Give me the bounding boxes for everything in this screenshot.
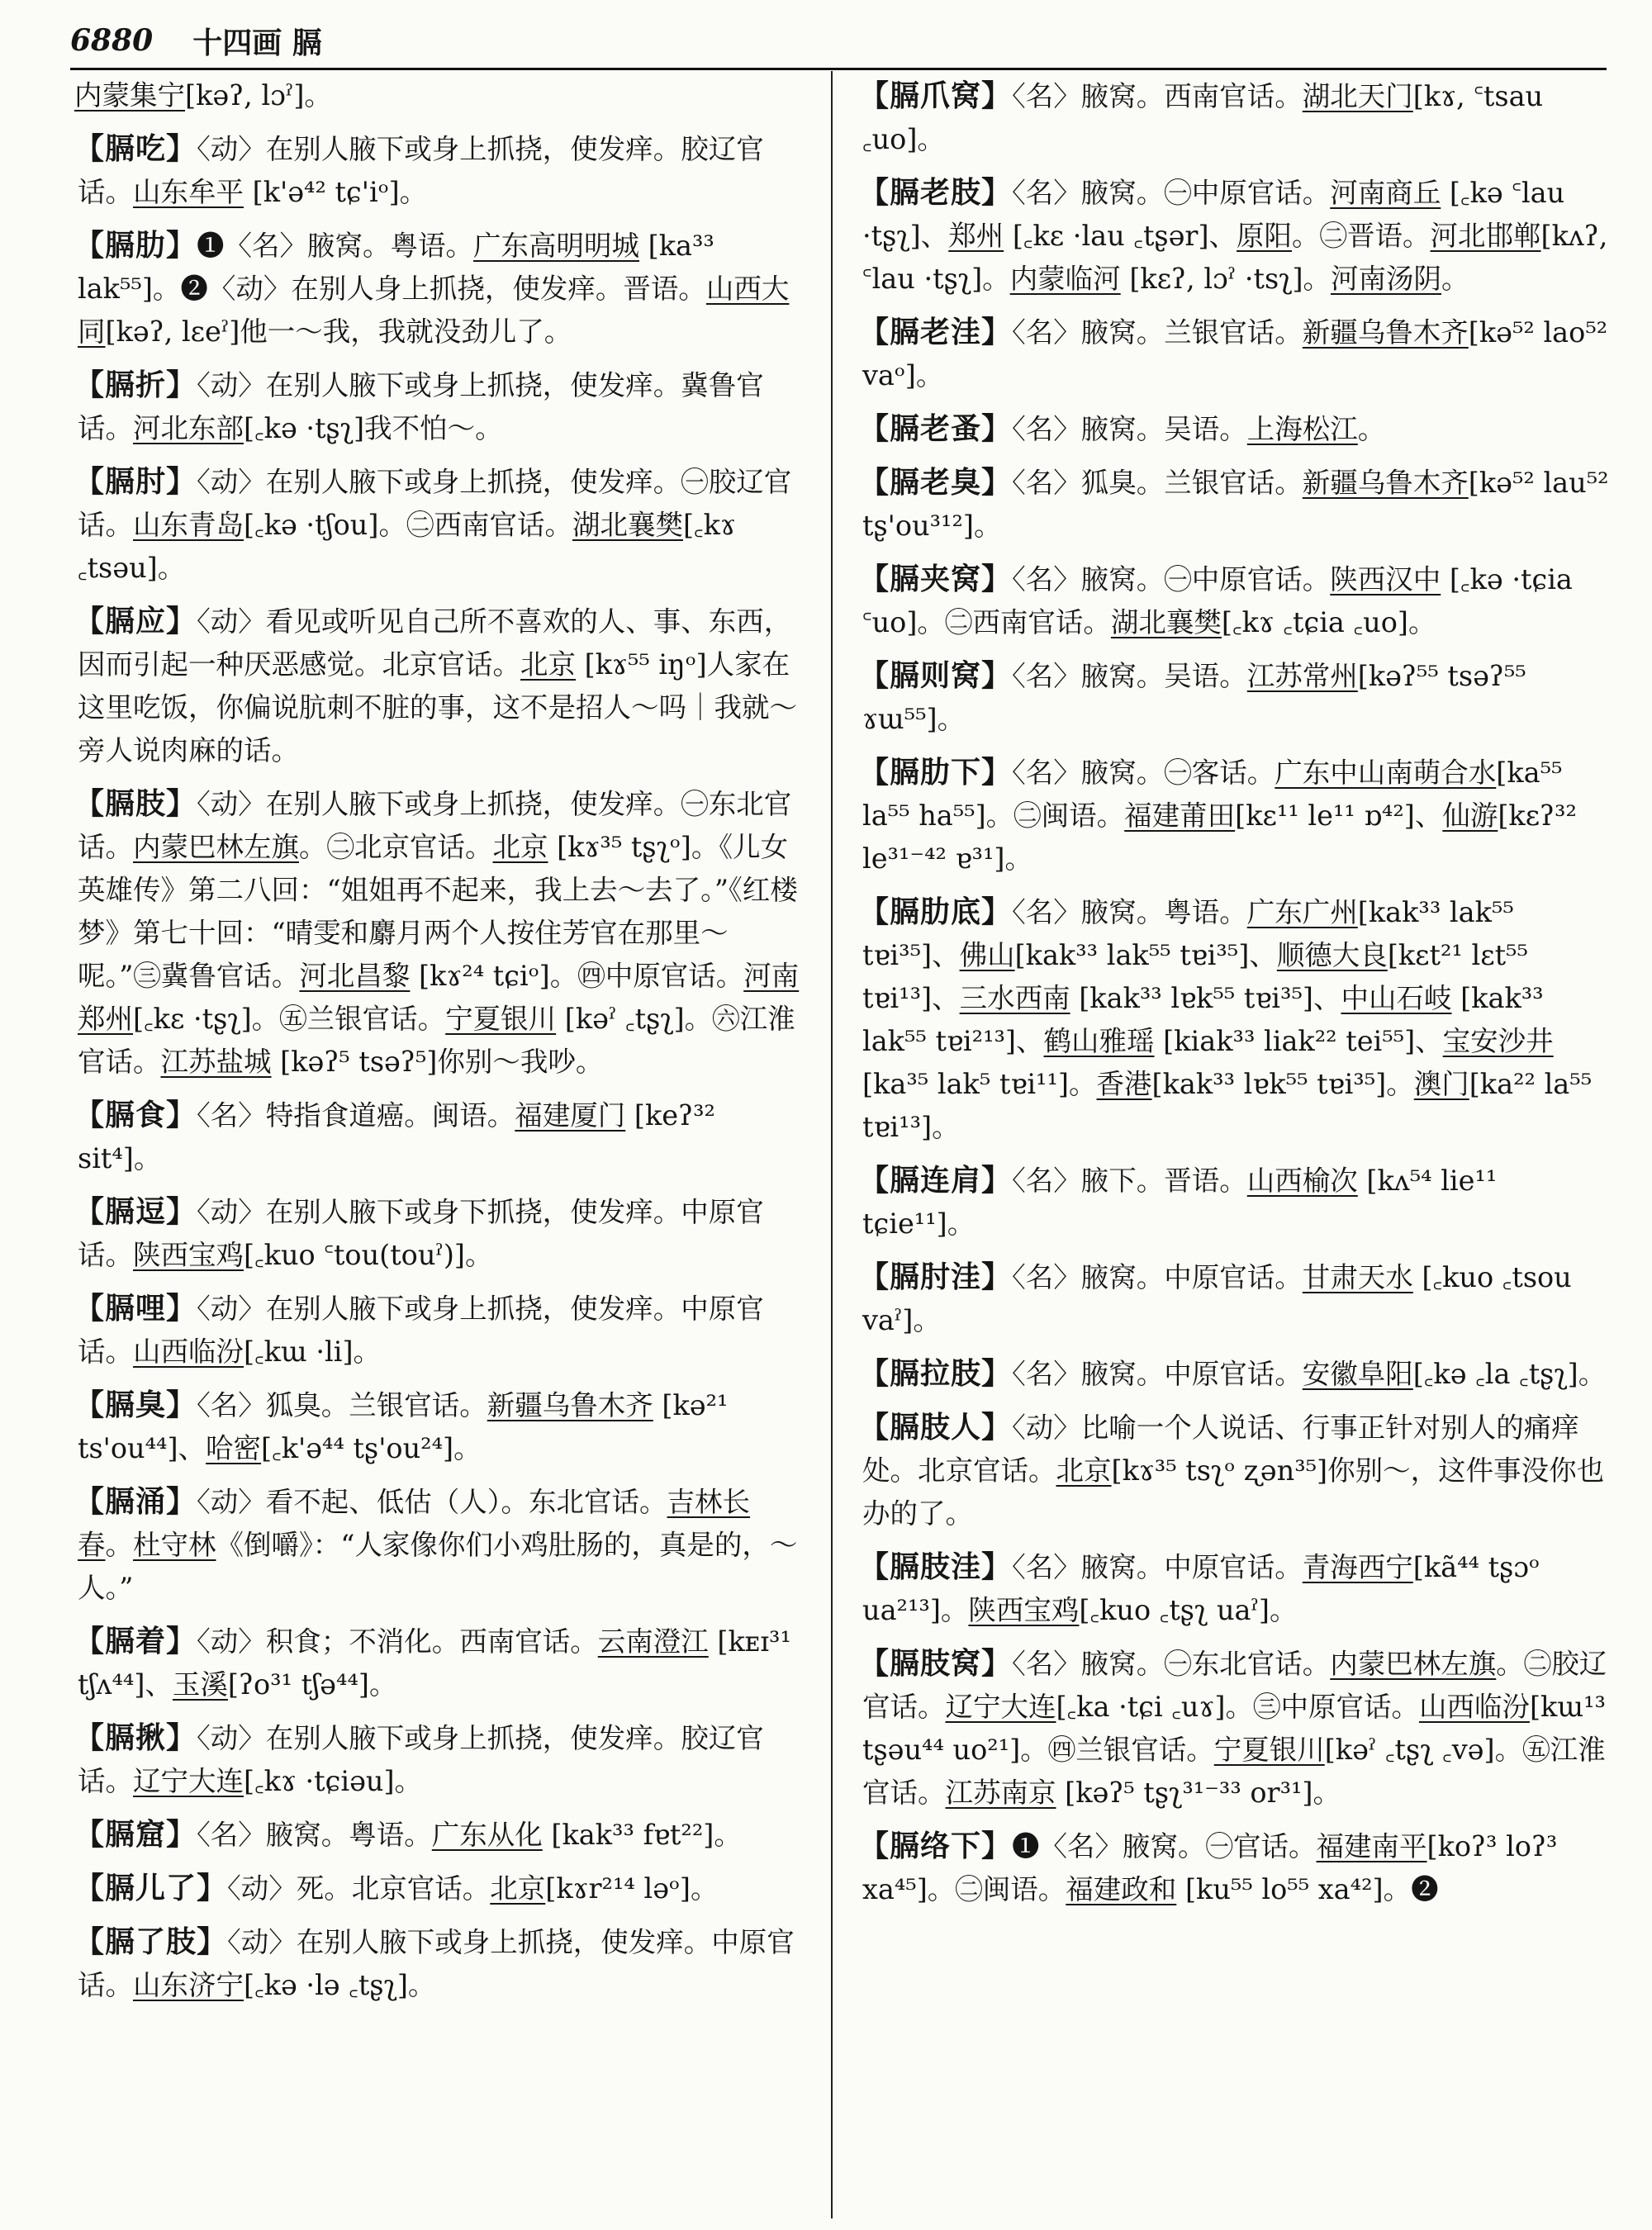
place-name: 陕西宝鸡	[133, 1239, 244, 1271]
place-name: 内蒙临河	[1009, 263, 1121, 295]
place-name: 广东广州	[1246, 896, 1358, 928]
entry-text: [kak³³ lak⁵⁵ tɐi³⁵]、	[862, 896, 1514, 971]
entry-headword: 【膈拉肢】	[859, 1356, 1013, 1391]
entry-text: 〈名〉腋窝。中原官话。	[1012, 1358, 1303, 1390]
place-name: 新疆乌鲁木齐	[1302, 467, 1469, 499]
entry-text: 〈动〉死。北京官话。	[227, 1872, 491, 1905]
entry-headword: 【膈折】	[74, 368, 197, 402]
entry-text: 。㊁北京官话。	[299, 831, 493, 863]
place-name: 宁夏银川	[445, 1003, 557, 1035]
entry-headword: 【膈儿了】	[74, 1871, 228, 1905]
entry-text: 。㊁晋语。	[1292, 220, 1431, 252]
entry-headword: 【膈连肩】	[859, 1163, 1013, 1198]
dictionary-entry	[859, 461, 1611, 548]
place-name: 吉林长春	[78, 1486, 751, 1561]
entry-text: [꜀kə ·tʂʅ]我不怕～。	[244, 412, 503, 444]
entry-text: [kəʔ⁵⁵ tsəʔ⁵⁵ ɤɯ⁵⁵]。	[862, 660, 1526, 735]
place-name: 山西榆次	[1246, 1165, 1358, 1197]
entry-text: 〈名〉腋窝。粤语。	[197, 1819, 432, 1851]
place-name: 陕西汉中	[1330, 563, 1441, 595]
entry-text: 〈名〉狐臭。兰银官话。	[1012, 467, 1303, 499]
place-name: 内蒙集宁	[74, 79, 185, 112]
dictionary-entry	[859, 1406, 1611, 1535]
dictionary-entry	[859, 751, 1611, 880]
place-name: 甘肃天水	[1302, 1261, 1413, 1293]
entry-text: [kɤ³⁵ tʂʅᵒ]。《儿女英雄传》第二八回：“姐姐再不起来，我上去～去了。”《红楼梦》第七十回：“晴雯和麝月两个人按住芳官在那里～呢。”㊂冀鲁官话。	[78, 831, 798, 992]
entry-headword: 【膈老蚤】	[859, 411, 1013, 446]
entry-text: [kɛ¹¹ le¹¹ ɒ⁴²]、	[1235, 799, 1443, 832]
entry-headword: 【膈老洼】	[859, 315, 1013, 349]
entry-text: [kə⁵² lao⁵² vaᵒ]。	[862, 316, 1608, 391]
entry-text: 〈名〉腋窝。兰银官话。	[1012, 316, 1303, 349]
entry-text: [꜀kə ·tʃou]。㊁西南官话。	[244, 509, 572, 541]
entry-text: [꜀kuo ꜂tou(touˀ)]。	[244, 1239, 493, 1271]
place-name: 江苏南京	[945, 1777, 1056, 1809]
entry-text: [keʔ³² sit⁴]。	[78, 1099, 715, 1174]
place-name: 山东济宁	[133, 1969, 244, 2001]
page-header	[70, 15, 1607, 66]
entry-text: 〈名〉腋窝。㊀中原官话。	[1012, 177, 1331, 209]
place-name: 广东高明明城	[473, 230, 640, 262]
dictionary-entry	[859, 1545, 1611, 1632]
entry-text: [kəʔ, lɔˀ]。	[185, 79, 332, 112]
dictionary-entry	[74, 1867, 801, 1910]
dictionary-entry	[859, 1642, 1611, 1815]
entry-text: [꜀kə ꜀la ꜀tʂʅ]。	[1412, 1358, 1607, 1390]
place-name: 湖北襄樊	[1110, 606, 1222, 638]
dictionary-entry	[74, 782, 801, 1084]
place-name: 山西大同	[78, 273, 790, 348]
right-column	[859, 74, 1611, 1921]
place-name: 宝安沙井	[1442, 1025, 1554, 1057]
place-name: 山西临汾	[1418, 1691, 1530, 1723]
entry-text: 。	[105, 1529, 133, 1561]
entry-headword: 【膈肋底】	[859, 894, 1013, 929]
entry-text: 〈动〉在别人腋下或身上抓挠，使发痒。冀鲁官话。	[78, 369, 764, 444]
entry-text: [kᴇɪ³¹ tʃʌ⁴⁴]、	[78, 1625, 791, 1701]
place-name: 辽宁大连	[945, 1691, 1056, 1723]
dictionary-entry	[859, 171, 1611, 301]
entry-text: [kak³³ lɐk⁵⁵ tɐi³⁵]。	[1151, 1068, 1414, 1100]
place-name: 福建南平	[1316, 1830, 1427, 1862]
entry-text: 〈动〉看不起、低估（人）。东北官话。	[197, 1486, 667, 1518]
entry-headword: 【膈肘】	[74, 464, 197, 499]
entry-text: 〈名〉腋窝。中原官话。	[1012, 1551, 1303, 1583]
place-name: 河北邯郸	[1430, 220, 1541, 252]
entry-headword: 【膈肘洼】	[859, 1260, 1013, 1294]
place-name: 山东青岛	[133, 509, 244, 541]
entry-text: 〈动〉在别人腋下或身上抓挠，使发痒。胶辽官话。	[78, 133, 764, 208]
dictionary-entry	[74, 1813, 801, 1857]
place-name: 新疆乌鲁木齐	[487, 1389, 653, 1421]
entry-text: [꜀kə ꜂lau ·tʂʅ]、	[862, 177, 1565, 252]
dictionary-entry	[74, 600, 801, 772]
entry-headword: 【膈肢人】	[859, 1410, 1013, 1445]
entry-headword: 【膈揪】	[74, 1720, 197, 1755]
place-name: 福建莆田	[1124, 799, 1236, 832]
dictionary-entry	[74, 1287, 801, 1374]
entry-text: [ka⁵⁵ la⁵⁵ ha⁵⁵]。㊁闽语。	[862, 757, 1563, 832]
place-name: 顺德大良	[1276, 939, 1388, 971]
dictionary-entry	[74, 1480, 801, 1610]
entry-text: [꜀k'ə⁴⁴ tʂ'ou²⁴]。	[261, 1432, 482, 1464]
place-name: 河南商丘	[1330, 177, 1441, 209]
entry-headword: 【膈肋】	[74, 228, 197, 263]
entry-text: [꜀kuo ꜀tʂʅ uaˀ]。	[1079, 1594, 1298, 1626]
entry-text: 〈动〉在别人腋下或身上抓挠，使发痒。㊀东北官话。	[78, 788, 792, 863]
dictionary-entry	[74, 1383, 801, 1470]
place-name: 山东牟平	[133, 176, 244, 208]
entry-headword: 【膈肋下】	[859, 755, 1013, 790]
entry-text: [kiak³³ liak²² tei⁵⁵]、	[1154, 1025, 1443, 1057]
entry-text: [kəʔ, lɛeˀ]他一～我，我就没劲儿了。	[105, 316, 572, 348]
entry-text: [kã⁴⁴ tʂɔᵒ ua²¹³]。	[862, 1551, 1540, 1626]
entry-text: [kəˀ ꜀tʂʅ]。㊅江淮官话。	[78, 1003, 795, 1078]
page-number: 6880	[70, 23, 154, 58]
entry-headword: 【膈肢窝】	[859, 1646, 1013, 1681]
entry-headword: 【膈着】	[74, 1624, 197, 1658]
place-name: 云南澄江	[597, 1625, 709, 1658]
place-name: 北京	[492, 831, 548, 863]
entry-text: [꜀kə ·lə ꜀tʂʅ]。	[244, 1969, 436, 2001]
place-name: 宁夏银川	[1213, 1734, 1325, 1766]
entry-text: [kʌ⁵⁴ lie¹¹ tɕie¹¹]。	[862, 1165, 1498, 1240]
entry-text: [kɛʔ³² le³¹⁻⁴² ɐ³¹]。	[862, 799, 1577, 875]
entry-headword: 【膈吃】	[74, 131, 197, 166]
entry-text: 〈动〉比喻一个人说话、行事正针对别人的痛痒处。北京官话。	[862, 1412, 1579, 1487]
entry-text: [kəʔ⁵ tʂʅ³¹⁻³³ or³¹]。	[1056, 1777, 1341, 1809]
dictionary-entry	[74, 1620, 801, 1706]
place-name: 河北昌黎	[299, 960, 411, 992]
place-name: 河南郑州	[78, 960, 800, 1035]
entry-text: [kɤ, ꜂tsau ꜀uo]。	[862, 80, 1544, 155]
entry-text: [kɤ⁵⁵ iŋᵒ]人家在这里吃饭，你偏说肮刺不脏的事，这不是招人～吗｜我就～旁人说肉麻的话。	[78, 648, 797, 766]
entry-headword: 【膈则窝】	[859, 658, 1013, 693]
place-name: 中山石岐	[1341, 982, 1452, 1014]
place-name: 玉溪	[172, 1668, 228, 1701]
dictionary-entry	[859, 1352, 1611, 1396]
place-name: 郑州	[948, 220, 1004, 252]
entry-text: 。	[1441, 263, 1469, 295]
entry-headword: 【膈老肢】	[859, 175, 1013, 210]
entry-text: [kak³³ lɐk⁵⁵ tɐi³⁵]、	[1070, 982, 1341, 1014]
entry-text: ❶〈名〉腋窝。㊀官话。	[1012, 1830, 1317, 1862]
dictionary-entry	[859, 1159, 1611, 1245]
place-name: 北京	[520, 648, 576, 681]
entry-text: [kɤr²¹⁴ ləᵒ]。	[545, 1872, 719, 1905]
place-name: 陕西宝鸡	[968, 1594, 1080, 1626]
entry-headword: 【膈络下】	[859, 1829, 1013, 1863]
entry-text: 〈动〉看见或听见自己所不喜欢的人、事、东西，因而引起一种厌恶感觉。北京官话。	[78, 605, 792, 681]
dictionary-entry	[74, 1716, 801, 1803]
entry-text: 。	[1357, 413, 1386, 445]
entry-text: [kɯ¹³ tʂəu⁴⁴ uo²¹]。㊃兰银官话。	[862, 1691, 1606, 1766]
entry-text: [ku⁵⁵ lo⁵⁵ xa⁴²]。❷	[1176, 1873, 1439, 1905]
entry-text: [ka³⁵ lak⁵ tɐi¹¹]。	[862, 1068, 1097, 1100]
dictionary-entry	[859, 311, 1611, 397]
place-name: 山西临汾	[133, 1336, 244, 1368]
dictionary-entry	[74, 1094, 801, 1180]
place-name: 北京	[1056, 1454, 1112, 1487]
entry-text: 〈名〉特指食道癌。闽语。	[197, 1099, 515, 1132]
place-name: 内蒙巴林左旗	[1330, 1648, 1497, 1680]
header-rule	[70, 68, 1607, 70]
dictionary-entry	[859, 558, 1611, 644]
place-name: 广东从化	[431, 1819, 543, 1851]
entry-headword: 【膈爪窝】	[859, 78, 1013, 113]
column-divider	[831, 71, 833, 2218]
dictionary-entry	[859, 1255, 1611, 1342]
entry-text: [꜀kɛ ·lau ꜀tʂər]、	[1004, 220, 1237, 252]
entry-text: [꜀kɤ ꜀tsəu]。	[78, 509, 736, 584]
dictionary-entry	[74, 74, 801, 117]
entry-headword: 【膈应】	[74, 604, 197, 638]
place-name: 安徽阜阳	[1302, 1358, 1413, 1390]
entry-text: [꜀kɤ ꜀tɕia ꜀uo]。	[1221, 606, 1436, 638]
place-name: 江苏盐城	[160, 1046, 272, 1078]
entry-headword: 【膈食】	[74, 1098, 197, 1132]
place-name: 鹤山雅瑶	[1043, 1025, 1155, 1057]
entry-text: [kak³³ lak⁵⁵ tɐi³⁵]、	[1014, 939, 1277, 971]
dictionary-entry	[74, 460, 801, 590]
entry-text: [kɤ²⁴ tɕiᵒ]。㊃中原官话。	[410, 960, 744, 992]
entry-text: 〈名〉腋窝。吴语。	[1012, 413, 1247, 445]
entry-text: [꜀kɯ ·li]。	[244, 1336, 382, 1368]
place-name: 杜守林	[133, 1529, 216, 1561]
place-name: 青海西宁	[1302, 1551, 1413, 1583]
entry-text: [kak³³ lak⁵⁵ tɐi²¹³]、	[862, 982, 1544, 1057]
place-name: 河北东部	[133, 412, 244, 444]
entry-headword: 【膈涌】	[74, 1484, 197, 1519]
entry-text: [kə²¹ ts'ou⁴⁴]、	[78, 1389, 729, 1464]
place-name: 北京	[490, 1872, 546, 1905]
entry-text: 〈名〉腋窝。中原官话。	[1012, 1261, 1303, 1293]
entry-headword: 【膈肢洼】	[859, 1549, 1013, 1584]
place-name: 原阳	[1237, 220, 1293, 252]
dictionary-entry	[74, 1190, 801, 1277]
entry-text: 〈动〉在别人腋下或身上抓挠，使发痒。㊀胶辽官话。	[78, 466, 792, 541]
entry-text: 《倒嚼》：“人家像你们小鸡肚肠的，真是的，～人。”	[78, 1529, 798, 1604]
entry-text: [kʌʔ, ꜂lau ·tʂʅ]。	[862, 220, 1608, 295]
dictionary-entry	[74, 363, 801, 450]
entry-text: 〈名〉腋窝。㊀东北官话。	[1012, 1648, 1331, 1680]
entry-text: 〈名〉腋窝。㊀客话。	[1012, 757, 1275, 789]
entry-text: 〈动〉在别人腋下或身下抓挠，使发痒。中原官话。	[78, 1196, 764, 1271]
entry-headword: 【膈窟】	[74, 1817, 197, 1852]
dictionary-entry	[74, 1920, 801, 2007]
entry-headword: 【膈臭】	[74, 1388, 197, 1422]
place-name: 香港	[1096, 1068, 1152, 1100]
entry-text: 〈名〉腋窝。吴语。	[1012, 660, 1247, 692]
entry-text: [ʔo³¹ tʃə⁴⁴]。	[227, 1668, 397, 1701]
place-name: 佛山	[959, 939, 1015, 971]
place-name: 三水西南	[959, 982, 1070, 1014]
entry-text: [kə⁵² lau⁵² tʂ'ou³¹²]。	[862, 467, 1609, 542]
dictionary-entry	[859, 1824, 1611, 1911]
place-name: 福建政和	[1066, 1873, 1177, 1905]
entry-headword: 【膈了肢】	[74, 1924, 228, 1959]
entry-text: 〈名〉腋窝。㊀中原官话。	[1012, 563, 1331, 595]
dictionary-entry	[74, 224, 801, 353]
entry-text: [ka³³ lak⁵⁵]。❷〈动〉在别人身上抓挠，使发痒。晋语。	[78, 230, 714, 305]
place-name: 湖北天门	[1302, 80, 1413, 112]
dictionary-entry	[859, 890, 1611, 1149]
entry-text: [꜀kɛ ·tʂʅ]。㊄兰银官话。	[133, 1003, 446, 1035]
entry-text: 〈动〉在别人腋下或身上抓挠，使发痒。胶辽官话。	[78, 1722, 764, 1797]
entry-text: [꜀kɤ ·tɕiəu]。	[244, 1765, 423, 1797]
entry-text: 〈动〉在别人腋下或身上抓挠，使发痒。中原官话。	[78, 1926, 795, 2001]
place-name: 澳门	[1413, 1068, 1469, 1100]
place-name: 福建厦门	[515, 1099, 626, 1132]
entry-text: [꜀kuo ꜀tsou vaˀ]。	[862, 1261, 1572, 1336]
place-name: 辽宁大连	[133, 1765, 244, 1797]
entry-text: 。㊁胶辽官话。	[862, 1648, 1607, 1723]
place-name: 上海松江	[1246, 413, 1358, 445]
entry-text: [kɛt²¹ lɛt⁵⁵ tɐi¹³]、	[862, 939, 1528, 1014]
dictionary-entry	[859, 74, 1611, 161]
entry-text: 〈动〉在别人腋下或身上抓挠，使发痒。中原官话。	[78, 1293, 764, 1368]
entry-text: 〈动〉积食；不消化。西南官话。	[197, 1625, 598, 1658]
place-name: 哈密	[206, 1432, 262, 1464]
place-name: 江苏常州	[1246, 660, 1358, 692]
dictionary-entry	[74, 127, 801, 214]
entry-text: [kəʔ⁵ tsəʔ⁵]你别～我吵。	[271, 1046, 604, 1078]
entry-text: 〈名〉腋下。晋语。	[1012, 1165, 1247, 1197]
place-name: 河南汤阴	[1331, 263, 1442, 295]
place-name: 仙游	[1442, 799, 1498, 832]
entry-text: ❶〈名〉腋窝。粤语。	[197, 230, 474, 262]
entry-text: [ka²² la⁵⁵ tɐi¹³]。	[862, 1068, 1593, 1143]
entry-text: [꜀ka ·tɕi ꜀uɤ]。㊂中原官话。	[1056, 1691, 1419, 1723]
place-name: 内蒙巴林左旗	[133, 831, 299, 863]
entry-text: 〈名〉狐臭。兰银官话。	[197, 1389, 487, 1421]
entry-text: [kak³³ fɐt²²]。	[542, 1819, 742, 1851]
entry-text: [kɛʔ, lɔˀ ·tsʅ]。	[1120, 263, 1332, 295]
entry-text: [꜀kə ·tɕia ꜂uo]。㊁西南官话。	[862, 563, 1573, 638]
entry-text: 〈名〉腋窝。西南官话。	[1012, 80, 1303, 112]
entry-headword: 【膈哩】	[74, 1291, 197, 1326]
entry-headword: 【膈逗】	[74, 1194, 197, 1229]
entry-text: 〈名〉腋窝。粤语。	[1012, 896, 1247, 928]
entry-headword: 【膈老臭】	[859, 465, 1013, 500]
dictionary-entry	[859, 654, 1611, 741]
place-name: 广东中山南萌合水	[1275, 757, 1497, 789]
place-name: 湖北襄樊	[572, 509, 683, 541]
entry-text: [kɤ³⁵ tsʅᵒ ʐən³⁵]你别～，这件事没你也办的了。	[862, 1454, 1605, 1530]
entry-headword: 【膈夹窝】	[859, 562, 1013, 596]
entry-text: [k'ə⁴² tɕ'iᵒ]。	[244, 176, 428, 208]
entry-text: [koʔ³ loʔ³ xa⁴⁵]。㊁闽语。	[862, 1830, 1558, 1905]
section-title: 十四画 膈	[192, 25, 322, 60]
left-column	[74, 74, 801, 2017]
place-name: 新疆乌鲁木齐	[1302, 316, 1469, 349]
dictionary-entry	[859, 407, 1611, 451]
entry-headword: 【膈肢】	[74, 786, 197, 821]
entry-text: [kəˀ ꜀tʂʅ ꜀və]。㊄江淮官话。	[862, 1734, 1606, 1809]
